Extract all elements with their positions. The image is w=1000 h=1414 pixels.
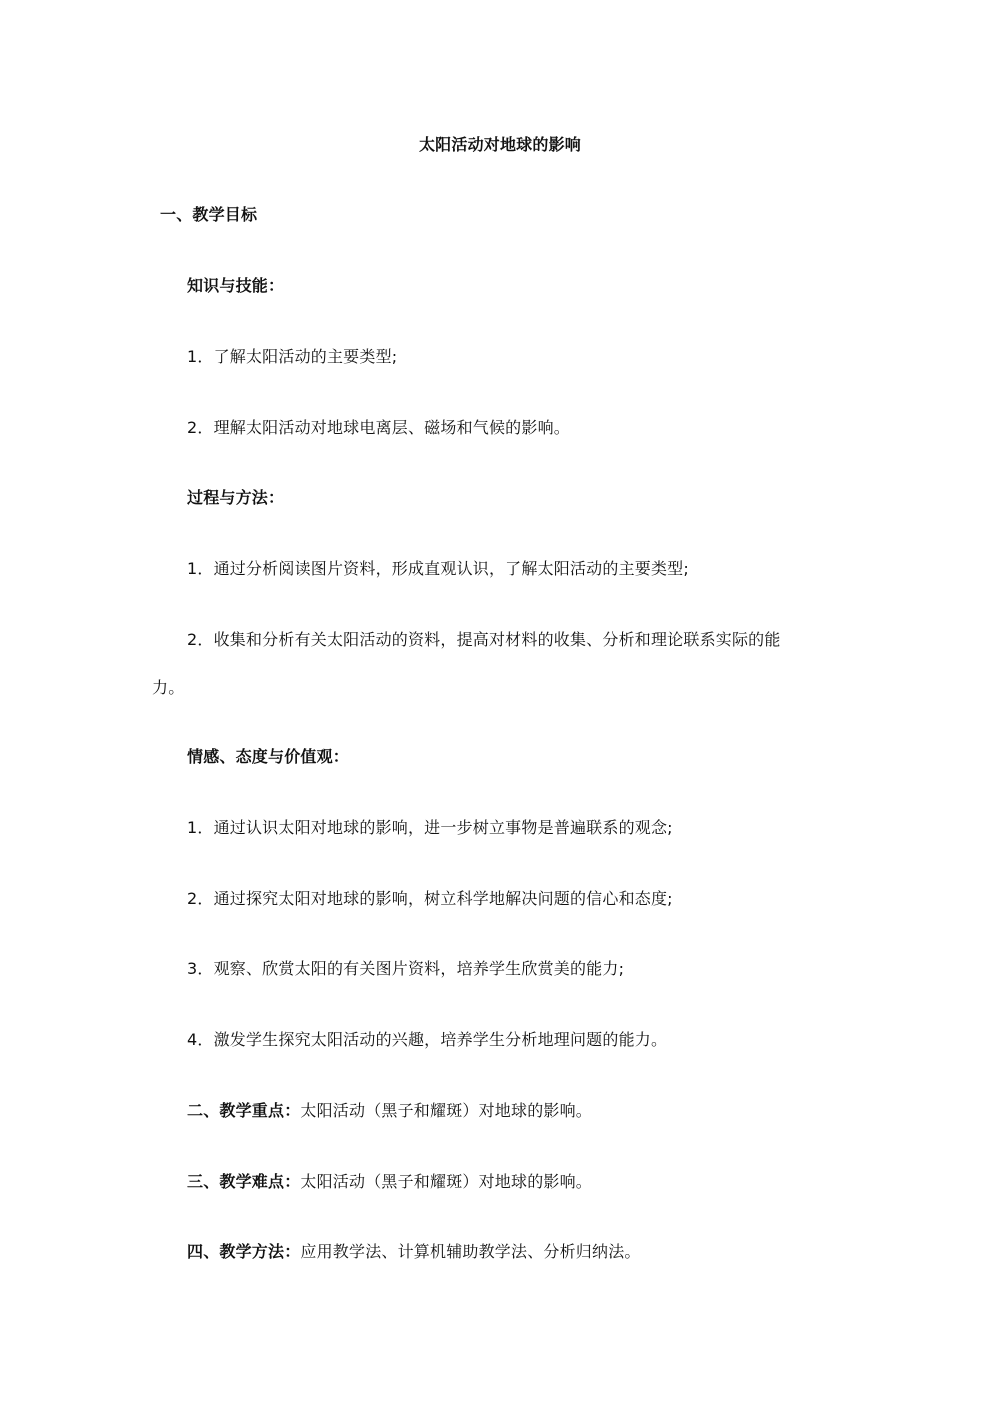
section-label: 三、教学难点： [187,1172,301,1191]
section-label: 四、教学方法： [187,1242,301,1261]
subheading-knowledge-skills: 知识与技能： [187,276,285,295]
section-heading-teaching-goals: 一、教学目标 [160,205,258,224]
section-label: 二、教学重点： [187,1101,301,1120]
list-item: 2．收集和分析有关太阳活动的资料，提高对材料的收集、分析和理论联系实际的能 [187,630,781,649]
list-item: 2．通过探究太阳对地球的影响，树立科学地解决问题的信心和态度; [187,889,673,908]
subheading-process-methods: 过程与方法： [187,488,285,507]
list-item: 1．通过认识太阳对地球的影响，进一步树立事物是普遍联系的观念; [187,818,673,837]
section-difficult-points [187,1172,592,1192]
list-item: 1．通过分析阅读图片资料，形成直观认识，了解太阳活动的主要类型; [187,559,689,578]
section-teaching-methods [187,1242,641,1262]
section-key-points [187,1101,592,1121]
section-text: 太阳活动（黑子和耀斑）对地球的影响。 [300,1101,593,1120]
list-item: 2．理解太阳活动对地球电离层、磁场和气候的影响。 [187,418,570,437]
list-item: 3．观察、欣赏太阳的有关图片资料，培养学生欣赏美的能力; [187,959,625,978]
list-item-continuation: 力。 [152,678,185,697]
section-text: 应用教学法、计算机辅助教学法、分析归纳法。 [300,1242,641,1261]
list-item: 1．了解太阳活动的主要类型; [187,347,398,366]
section-text: 太阳活动（黑子和耀斑）对地球的影响。 [300,1172,593,1191]
document-title: 太阳活动对地球的影响 [418,135,581,154]
list-item: 4．激发学生探究太阳活动的兴趣，培养学生分析地理问题的能力。 [187,1030,668,1049]
subheading-emotion-values: 情感、态度与价值观： [187,747,350,766]
